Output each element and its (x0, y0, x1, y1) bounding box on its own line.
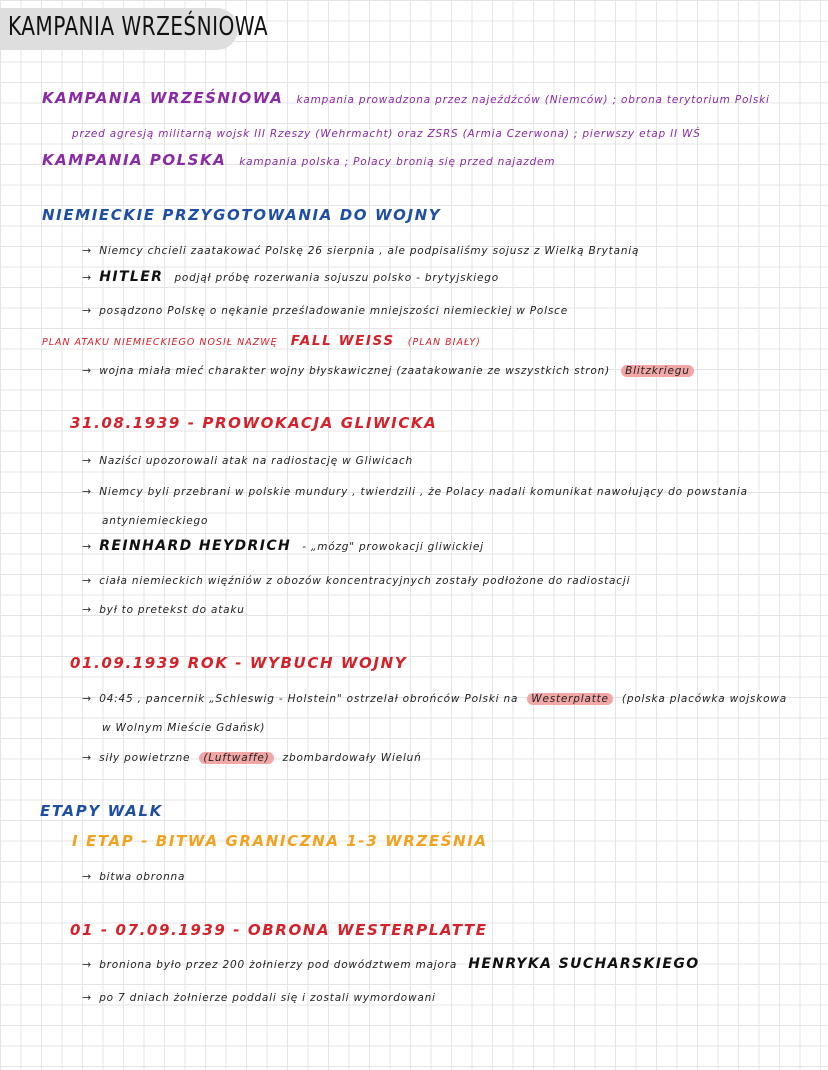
arrow-right-icon: → (82, 454, 92, 467)
section-heading-gliwice: 31.08.1939 - PROWOKACJA GLIWICKA (70, 414, 438, 432)
list-item (82, 865, 185, 884)
list-item-text: Naziści upozorowali atak na radiostację w Gliwicach (99, 455, 413, 467)
intro-line-3 (42, 150, 555, 169)
arrow-right-icon: → (82, 364, 92, 377)
section-heading-outbreak: 01.09.1939 ROK - WYBUCH WOJNY (70, 654, 408, 672)
plan-label: PLAN ATAKU NIEMIECKIEGO NOSIŁ NAZWĘ (42, 337, 278, 348)
list-item-text: ciała niemieckich więźniów z obozów koncentracyjnych zostały podłożone do radiostacji (99, 575, 631, 587)
list-item-text: (polska placówka wojskowa (621, 693, 787, 705)
arrow-right-icon: → (82, 540, 92, 553)
list-item-text: Niemcy chcieli zaatakować Polskę 26 sierpnia , ale podpisaliśmy sojusz z Wielką Brytanią (99, 245, 640, 257)
plan-note: (PLAN BIAŁY) (407, 337, 481, 348)
list-item-text: podjął próbę rozerwania sojuszu polsko - brytyjskiego (174, 272, 499, 284)
term-fall-weiss: FALL WEISS (290, 333, 395, 349)
subheading-westerplatte: 01 - 07.09.1939 - OBRONA WESTERPLATTE (70, 921, 488, 939)
arrow-right-icon: → (82, 958, 92, 971)
arrow-right-icon: → (82, 751, 92, 764)
list-item-text: posądzono Polskę o nękanie prześladowanie mniejszości niemieckiej w Polsce (99, 305, 568, 317)
intro-line-1 (42, 88, 770, 107)
list-item-text: bitwa obronna (99, 871, 186, 883)
list-item-text: - „mózg" prowokacji gliwickiej (302, 541, 484, 553)
list-item (82, 480, 748, 499)
list-item-text: zbombardowały Wieluń (282, 752, 422, 764)
highlight-luftwaffe: (Luftwaffe) (199, 752, 273, 764)
list-item-text: antyniemieckiego (102, 515, 209, 527)
list-item (82, 359, 694, 378)
list-item (82, 449, 413, 468)
term-kampania-polska: KAMPANIA POLSKA (42, 151, 227, 169)
list-item-text: broniona było przez 200 żołnierzy pod dowództwem majora (99, 959, 458, 971)
list-item (82, 598, 245, 617)
section-heading-stages: ETAPY WALK (40, 802, 163, 820)
page-title: KAMPANIA WRZEŚNIOWA (8, 12, 269, 42)
highlight-blitzkrieg: Blitzkriegu (621, 365, 694, 377)
list-item-text: był to pretekst do ataku (99, 604, 245, 616)
plan-line (42, 330, 481, 349)
list-item-continuation (102, 716, 265, 735)
arrow-right-icon: → (82, 271, 92, 284)
definition-1a: kampania prowadzona przez najeźdźców (Niemców) ; obrona terytorium Polski (296, 94, 770, 106)
list-item (82, 266, 499, 285)
subheading-stage-1: I ETAP - BITWA GRANICZNA 1-3 WRZEŚNIA (72, 832, 488, 850)
list-item (82, 953, 700, 972)
term-sucharski: HENRYKA SUCHARSKIEGO (468, 956, 700, 972)
term-kampania-wrzesniowa: KAMPANIA WRZEŚNIOWA (42, 89, 284, 107)
list-item-text: w Wolnym Mieście Gdańsk) (102, 722, 266, 734)
list-item (82, 746, 422, 765)
definition-1b: przed agresją militarną wojsk III Rzeszy (Wehrmacht) oraz ZSRS (Armia Czerwona) ; pierwszy etap II WŚ (72, 128, 701, 140)
intro-line-2 (72, 122, 701, 141)
term-hitler: HITLER (99, 269, 164, 285)
list-item (82, 687, 787, 706)
arrow-right-icon: → (82, 304, 92, 317)
arrow-right-icon: → (82, 574, 92, 587)
arrow-right-icon: → (82, 991, 92, 1004)
list-item (82, 986, 436, 1005)
definition-2: kampania polska ; Polacy bronią się przed najazdem (239, 156, 556, 168)
list-item-text: 04:45 , pancernik „Schleswig - Holstein" ostrzelał obrońców Polski na (99, 693, 519, 705)
arrow-right-icon: → (82, 603, 92, 616)
list-item (82, 299, 568, 318)
section-heading-preparations: NIEMIECKIE PRZYGOTOWANIA DO WOJNY (42, 206, 442, 224)
list-item-continuation (102, 509, 208, 528)
list-item-text: wojna miała mieć charakter wojny błyskawicznej (zaatakowanie ze wszystkich stron) (99, 365, 611, 377)
arrow-right-icon: → (82, 244, 92, 257)
list-item-text: siły powietrzne (99, 752, 191, 764)
arrow-right-icon: → (82, 485, 92, 498)
highlight-westerplatte: Westerplatte (527, 693, 613, 705)
term-heydrich: REINHARD HEYDRICH (99, 538, 292, 554)
list-item-text: Niemcy byli przebrani w polskie mundury , twierdzili , że Polacy nadali komunikat nawołujący do powstania (99, 486, 748, 498)
arrow-right-icon: → (82, 870, 92, 883)
list-item (82, 239, 639, 258)
list-item-text: po 7 dniach żołnierze poddali się i zostali wymordowani (99, 992, 436, 1004)
list-item (82, 535, 484, 554)
list-item (82, 569, 630, 588)
arrow-right-icon: → (82, 692, 92, 705)
